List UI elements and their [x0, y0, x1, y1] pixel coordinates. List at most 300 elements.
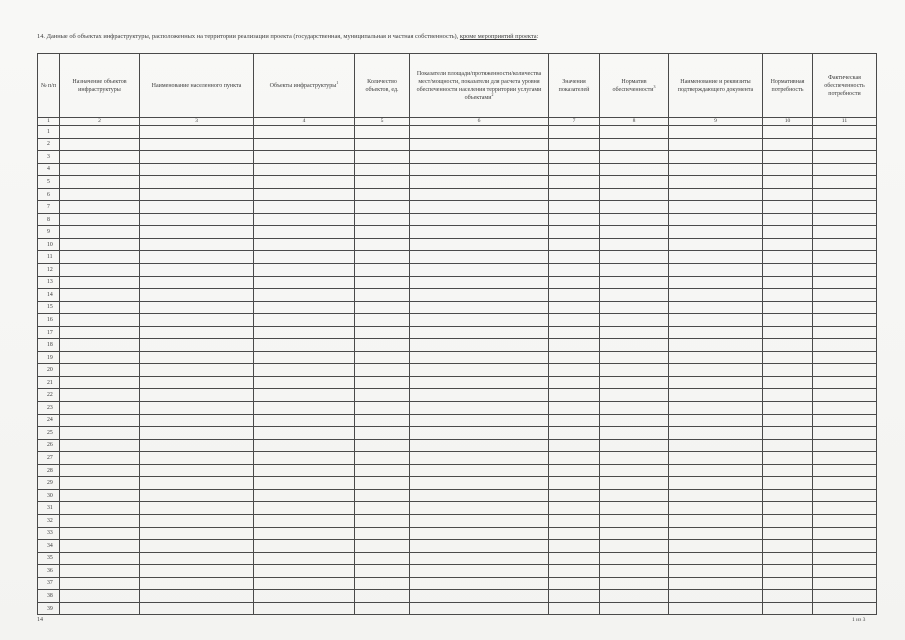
table-cell	[410, 264, 549, 277]
table-cell	[669, 289, 763, 302]
table-row	[38, 514, 877, 527]
table-cell	[763, 289, 813, 302]
table-cell	[140, 226, 254, 239]
table-cell	[600, 289, 669, 302]
table-cell	[669, 201, 763, 214]
table-cell	[410, 502, 549, 515]
table-cell	[410, 565, 549, 578]
table-cell	[669, 389, 763, 402]
table-cell	[60, 176, 140, 189]
table-cell	[140, 464, 254, 477]
table-cell	[669, 565, 763, 578]
table-cell	[355, 527, 410, 540]
table-cell	[600, 402, 669, 415]
table-cell	[813, 452, 877, 465]
table-cell	[763, 414, 813, 427]
table-cell	[813, 464, 877, 477]
table-row	[38, 264, 877, 277]
table-cell	[140, 602, 254, 615]
table-cell	[549, 163, 600, 176]
row-number: 2	[38, 138, 60, 151]
table-cell	[410, 251, 549, 264]
table-cell	[813, 502, 877, 515]
row-number: 25	[38, 427, 60, 440]
table-cell	[669, 364, 763, 377]
table-row	[38, 188, 877, 201]
table-cell	[254, 565, 355, 578]
table-cell	[763, 138, 813, 151]
row-number: 15	[38, 301, 60, 314]
row-number: 5	[38, 176, 60, 189]
table-cell	[140, 577, 254, 590]
col-header-5: Количество объектов, ед.	[355, 54, 410, 118]
table-cell	[763, 590, 813, 603]
table-row	[38, 565, 877, 578]
row-number: 18	[38, 339, 60, 352]
table-cell	[410, 301, 549, 314]
table-row	[38, 339, 877, 352]
table-cell	[549, 439, 600, 452]
table-cell	[813, 314, 877, 327]
table-cell	[813, 439, 877, 452]
table-cell	[140, 552, 254, 565]
table-cell	[60, 439, 140, 452]
infrastructure-table	[37, 53, 877, 615]
table-cell	[140, 289, 254, 302]
table-cell	[140, 126, 254, 139]
row-number: 10	[38, 238, 60, 251]
table-cell	[763, 402, 813, 415]
table-cell	[355, 264, 410, 277]
table-cell	[669, 351, 763, 364]
table-row	[38, 301, 877, 314]
table-cell	[60, 276, 140, 289]
table-cell	[813, 514, 877, 527]
table-cell	[254, 464, 355, 477]
table-cell	[669, 326, 763, 339]
table-cell	[813, 552, 877, 565]
table-row	[38, 238, 877, 251]
table-cell	[355, 552, 410, 565]
table-cell	[600, 502, 669, 515]
table-cell	[140, 176, 254, 189]
row-number: 6	[38, 188, 60, 201]
table-cell	[254, 552, 355, 565]
table-cell	[549, 376, 600, 389]
table-cell	[600, 176, 669, 189]
table-cell	[254, 477, 355, 490]
table-cell	[355, 251, 410, 264]
table-cell	[669, 514, 763, 527]
table-cell	[60, 477, 140, 490]
table-cell	[410, 339, 549, 352]
table-cell	[410, 289, 549, 302]
table-cell	[813, 138, 877, 151]
table-cell	[549, 264, 600, 277]
table-cell	[410, 126, 549, 139]
table-cell	[813, 301, 877, 314]
table-cell	[549, 464, 600, 477]
row-number: 29	[38, 477, 60, 490]
table-cell	[669, 540, 763, 553]
table-row	[38, 126, 877, 139]
table-cell	[355, 502, 410, 515]
table-cell	[763, 176, 813, 189]
table-cell	[549, 201, 600, 214]
table-cell	[600, 389, 669, 402]
table-cell	[763, 276, 813, 289]
table-cell	[669, 477, 763, 490]
table-cell	[669, 489, 763, 502]
table-cell	[763, 163, 813, 176]
table-row	[38, 276, 877, 289]
table-cell	[600, 314, 669, 327]
table-cell	[600, 126, 669, 139]
row-number: 32	[38, 514, 60, 527]
table-cell	[60, 402, 140, 415]
row-number: 9	[38, 226, 60, 239]
table-cell	[410, 439, 549, 452]
table-row	[38, 477, 877, 490]
table-row	[38, 452, 877, 465]
row-number: 30	[38, 489, 60, 502]
table-cell	[254, 577, 355, 590]
table-cell	[600, 213, 669, 226]
table-cell	[763, 264, 813, 277]
table-cell	[600, 163, 669, 176]
table-cell	[410, 427, 549, 440]
table-cell	[813, 351, 877, 364]
table-cell	[60, 540, 140, 553]
table-cell	[140, 527, 254, 540]
table-cell	[600, 238, 669, 251]
row-number: 16	[38, 314, 60, 327]
table-cell	[549, 489, 600, 502]
table-cell	[60, 201, 140, 214]
table-cell	[549, 602, 600, 615]
table-cell	[813, 163, 877, 176]
row-number: 13	[38, 276, 60, 289]
table-cell	[140, 301, 254, 314]
table-row	[38, 376, 877, 389]
row-number: 33	[38, 527, 60, 540]
table-cell	[813, 477, 877, 490]
table-cell	[549, 590, 600, 603]
table-cell	[600, 326, 669, 339]
row-number: 23	[38, 402, 60, 415]
table-cell	[355, 540, 410, 553]
table-cell	[60, 464, 140, 477]
table-cell	[355, 276, 410, 289]
row-number: 35	[38, 552, 60, 565]
table-cell	[410, 138, 549, 151]
table-cell	[669, 402, 763, 415]
table-cell	[410, 314, 549, 327]
column-number: 2	[60, 118, 140, 126]
table-cell	[60, 351, 140, 364]
table-cell	[355, 602, 410, 615]
col-header-6: Показатели площади/протяженности/количества мест/мощности, показатели для расчета уровня обеспеченности населения территории услугами объектами$^2$	[410, 54, 549, 118]
table-cell	[669, 427, 763, 440]
table-cell	[410, 188, 549, 201]
table-cell	[355, 238, 410, 251]
table-cell	[410, 276, 549, 289]
table-cell	[140, 163, 254, 176]
table-cell	[140, 188, 254, 201]
table-cell	[410, 238, 549, 251]
table-cell	[813, 238, 877, 251]
row-number: 7	[38, 201, 60, 214]
table-cell	[600, 264, 669, 277]
table-cell	[355, 577, 410, 590]
table-cell	[355, 176, 410, 189]
table-cell	[410, 464, 549, 477]
table-cell	[60, 602, 140, 615]
table-cell	[254, 389, 355, 402]
table-cell	[60, 163, 140, 176]
column-number: 7	[549, 118, 600, 126]
table-cell	[669, 439, 763, 452]
col-header-2: Назначение объектов инфраструктуры	[60, 54, 140, 118]
table-cell	[600, 339, 669, 352]
table-cell	[355, 314, 410, 327]
table-cell	[410, 540, 549, 553]
table-cell	[60, 552, 140, 565]
table-cell	[763, 514, 813, 527]
table-cell	[355, 301, 410, 314]
row-number: 37	[38, 577, 60, 590]
row-number: 26	[38, 439, 60, 452]
table-cell	[813, 126, 877, 139]
table-cell	[355, 376, 410, 389]
table-cell	[549, 226, 600, 239]
table-cell	[549, 452, 600, 465]
col-header-7: Значения показателей	[549, 54, 600, 118]
table-cell	[355, 289, 410, 302]
table-cell	[60, 289, 140, 302]
table-cell	[549, 138, 600, 151]
table-row	[38, 439, 877, 452]
table-cell	[410, 452, 549, 465]
table-cell	[669, 502, 763, 515]
table-cell	[763, 489, 813, 502]
table-cell	[669, 301, 763, 314]
table-cell	[813, 414, 877, 427]
table-cell	[669, 176, 763, 189]
table-row	[38, 364, 877, 377]
table-row	[38, 540, 877, 553]
table-cell	[600, 364, 669, 377]
table-cell	[60, 314, 140, 327]
table-cell	[669, 452, 763, 465]
table-cell	[60, 326, 140, 339]
table-cell	[410, 163, 549, 176]
col-header-11: Фактическая обеспеченность потребности	[813, 54, 877, 118]
table-cell	[669, 414, 763, 427]
table-cell	[669, 464, 763, 477]
table-cell	[669, 126, 763, 139]
table-cell	[254, 163, 355, 176]
table-cell	[355, 151, 410, 164]
table-cell	[254, 151, 355, 164]
table-cell	[140, 477, 254, 490]
table-cell	[669, 151, 763, 164]
table-cell	[549, 289, 600, 302]
table-cell	[140, 565, 254, 578]
table-cell	[254, 264, 355, 277]
table-cell	[60, 226, 140, 239]
row-number: 22	[38, 389, 60, 402]
table-cell	[763, 552, 813, 565]
table-cell	[410, 414, 549, 427]
table-cell	[140, 540, 254, 553]
section-heading	[37, 32, 877, 41]
table-cell	[600, 427, 669, 440]
table-cell	[600, 201, 669, 214]
table-cell	[254, 238, 355, 251]
table-cell	[254, 251, 355, 264]
table-cell	[600, 276, 669, 289]
row-number: 19	[38, 351, 60, 364]
table-cell	[669, 339, 763, 352]
table-cell	[813, 427, 877, 440]
table-cell	[600, 590, 669, 603]
table-cell	[60, 151, 140, 164]
table-cell	[669, 602, 763, 615]
table-cell	[410, 364, 549, 377]
table-cell	[549, 502, 600, 515]
table-row	[38, 289, 877, 302]
table-cell	[600, 351, 669, 364]
table-row	[38, 251, 877, 264]
table-cell	[410, 226, 549, 239]
table-cell	[763, 376, 813, 389]
table-row	[38, 464, 877, 477]
table-cell	[355, 213, 410, 226]
table-cell	[140, 364, 254, 377]
table-cell	[254, 452, 355, 465]
column-number-row	[38, 118, 877, 126]
table-cell	[600, 138, 669, 151]
table-row	[38, 138, 877, 151]
table-cell	[763, 502, 813, 515]
table-cell	[763, 577, 813, 590]
table-cell	[813, 527, 877, 540]
page-number: 14	[37, 617, 43, 623]
row-number: 8	[38, 213, 60, 226]
table-cell	[60, 590, 140, 603]
table-cell	[60, 188, 140, 201]
table-row	[38, 590, 877, 603]
table-cell	[600, 301, 669, 314]
table-cell	[254, 427, 355, 440]
heading-suffix: :	[536, 33, 539, 40]
table-cell	[140, 414, 254, 427]
header-row	[38, 54, 877, 118]
table-row	[38, 314, 877, 327]
table-cell	[549, 339, 600, 352]
column-number: 5	[355, 118, 410, 126]
table-cell	[254, 514, 355, 527]
table-cell	[600, 527, 669, 540]
column-number: 9	[669, 118, 763, 126]
table-cell	[140, 251, 254, 264]
table-cell	[813, 226, 877, 239]
row-number: 1	[38, 126, 60, 139]
col-header-4: Объекты инфраструктуры$^1$	[254, 54, 355, 118]
table-cell	[254, 226, 355, 239]
row-number: 14	[38, 289, 60, 302]
row-number: 21	[38, 376, 60, 389]
table-cell	[600, 188, 669, 201]
table-cell	[669, 552, 763, 565]
table-cell	[254, 602, 355, 615]
table-cell	[60, 126, 140, 139]
table-cell	[355, 590, 410, 603]
row-number: 28	[38, 464, 60, 477]
table-cell	[549, 151, 600, 164]
table-cell	[763, 238, 813, 251]
table-cell	[813, 188, 877, 201]
table-cell	[669, 138, 763, 151]
row-number: 20	[38, 364, 60, 377]
table-cell	[763, 226, 813, 239]
table-cell	[763, 351, 813, 364]
table-cell	[254, 201, 355, 214]
table-cell	[600, 540, 669, 553]
table-cell	[813, 402, 877, 415]
table-cell	[140, 213, 254, 226]
table-cell	[355, 226, 410, 239]
table-row	[38, 213, 877, 226]
table-cell	[60, 527, 140, 540]
table-cell	[410, 389, 549, 402]
table-cell	[763, 602, 813, 615]
table-cell	[410, 176, 549, 189]
table-cell	[813, 276, 877, 289]
table-cell	[410, 351, 549, 364]
table-cell	[813, 376, 877, 389]
table-cell	[254, 176, 355, 189]
row-number: 39	[38, 602, 60, 615]
table-row	[38, 326, 877, 339]
table-cell	[600, 477, 669, 490]
table-row	[38, 226, 877, 239]
table-cell	[813, 577, 877, 590]
table-cell	[763, 326, 813, 339]
table-cell	[600, 151, 669, 164]
column-number: 6	[410, 118, 549, 126]
table-cell	[140, 151, 254, 164]
table-cell	[763, 477, 813, 490]
table-cell	[410, 514, 549, 527]
table-cell	[140, 376, 254, 389]
table-cell	[254, 314, 355, 327]
table-cell	[600, 414, 669, 427]
table-cell	[254, 364, 355, 377]
table-cell	[140, 439, 254, 452]
table-cell	[254, 439, 355, 452]
table-cell	[669, 314, 763, 327]
table-cell	[140, 238, 254, 251]
table-cell	[763, 389, 813, 402]
table-row	[38, 489, 877, 502]
table-cell	[410, 201, 549, 214]
table-cell	[140, 326, 254, 339]
table-cell	[140, 138, 254, 151]
table-cell	[355, 439, 410, 452]
heading-text: 14. Данные об объектах инфраструктуры, расположенных на территории реализации проекта (государственная, муниципальная и частная собственность),	[37, 33, 459, 40]
